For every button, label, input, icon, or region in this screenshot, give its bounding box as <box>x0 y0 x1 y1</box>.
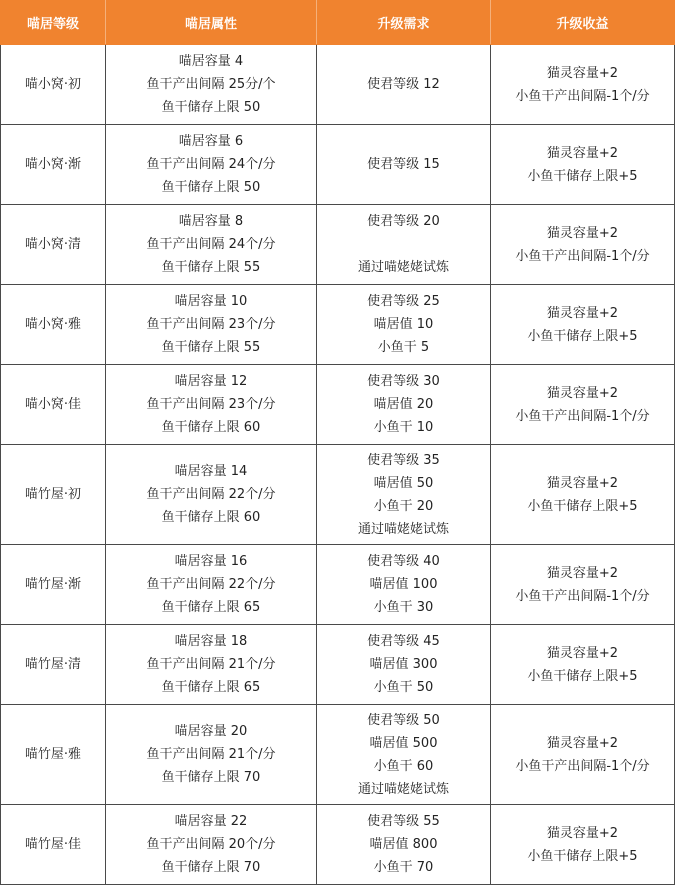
requirement-line: 小鱼干 5 <box>377 340 430 355</box>
requirement-line <box>317 233 490 256</box>
level-cell: 喵小窝·清 <box>1 205 106 285</box>
attribute-line: 喵居容量 20 <box>174 724 248 739</box>
requirement-line: 使君等级 15 <box>367 157 440 172</box>
table-row <box>1 705 675 805</box>
level-cell: 喵竹屋·佳 <box>1 805 106 885</box>
table-row <box>1 445 675 545</box>
header-requirements: 升级需求 <box>317 1 491 45</box>
requirement-cell <box>317 365 491 445</box>
benefit-line: 猫灵容量+2 <box>546 825 619 841</box>
attribute-cell <box>106 545 317 625</box>
benefit-cell <box>491 545 675 625</box>
requirement-cell <box>317 625 491 705</box>
attribute-line: 鱼干产出间隔 21个/分 <box>146 657 276 672</box>
requirement-line: 喵居值 10 <box>373 317 434 332</box>
benefit-line: 猫灵容量+2 <box>546 225 619 241</box>
requirement-line: 使君等级 12 <box>367 77 440 92</box>
requirement-line: 喵居值 800 <box>369 837 438 852</box>
benefit-cell <box>491 205 675 285</box>
requirement-line: 通过喵姥姥试炼 <box>357 521 449 537</box>
attribute-cell <box>106 805 317 885</box>
requirement-line: 使君等级 25 <box>367 294 440 309</box>
header-benefits: 升级收益 <box>491 1 675 45</box>
attribute-line: 鱼干储存上限 50 <box>161 100 261 115</box>
attribute-line: 鱼干储存上限 70 <box>161 770 261 785</box>
benefit-line: 猫灵容量+2 <box>546 305 619 321</box>
attribute-line: 喵居容量 4 <box>178 54 244 69</box>
benefit-line: 猫灵容量+2 <box>546 565 619 581</box>
attribute-line: 鱼干储存上限 60 <box>161 510 261 525</box>
benefit-line: 小鱼干产出间隔-1个/分 <box>515 248 650 264</box>
benefit-cell <box>491 445 675 545</box>
requirement-line: 小鱼干 70 <box>373 860 434 875</box>
level-cell: 喵小窝·佳 <box>1 365 106 445</box>
requirement-line: 小鱼干 20 <box>373 498 434 514</box>
requirement-cell <box>317 125 491 205</box>
attribute-line: 鱼干储存上限 60 <box>161 420 261 435</box>
table-row <box>1 545 675 625</box>
attribute-line: 鱼干储存上限 50 <box>161 180 261 195</box>
benefit-cell <box>491 285 675 365</box>
attribute-line: 鱼干产出间隔 24个/分 <box>146 157 276 172</box>
requirement-cell <box>317 205 491 285</box>
requirement-line: 小鱼干 60 <box>373 758 434 774</box>
table-row <box>1 45 675 125</box>
requirement-line: 使君等级 55 <box>367 814 440 829</box>
level-cell: 喵竹屋·雅 <box>1 705 106 805</box>
attribute-line: 喵居容量 22 <box>174 814 248 829</box>
level-cell: 喵竹屋·初 <box>1 445 106 545</box>
benefit-line: 小鱼干储存上限+5 <box>527 498 638 514</box>
benefit-line: 小鱼干储存上限+5 <box>527 328 638 344</box>
header-attributes: 喵居属性 <box>106 1 317 45</box>
level-cell: 喵竹屋·渐 <box>1 545 106 625</box>
attribute-cell <box>106 45 317 125</box>
attribute-line: 鱼干产出间隔 22个/分 <box>146 577 276 592</box>
benefit-line: 猫灵容量+2 <box>546 645 619 661</box>
benefit-line: 小鱼干储存上限+5 <box>527 668 638 684</box>
benefit-line: 小鱼干产出间隔-1个/分 <box>515 408 650 424</box>
benefit-cell <box>491 805 675 885</box>
attribute-line: 喵居容量 8 <box>178 214 244 229</box>
requirement-line: 使君等级 20 <box>367 214 440 229</box>
attribute-line: 鱼干产出间隔 20个/分 <box>146 837 276 852</box>
benefit-cell <box>491 45 675 125</box>
benefit-line: 小鱼干储存上限+5 <box>527 168 638 184</box>
requirement-line: 喵居值 100 <box>369 577 438 592</box>
benefit-line: 猫灵容量+2 <box>546 475 619 491</box>
requirement-line: 喵居值 300 <box>369 657 438 672</box>
attribute-cell <box>106 625 317 705</box>
benefit-cell <box>491 625 675 705</box>
attribute-line: 鱼干储存上限 70 <box>161 860 261 875</box>
header-row <box>1 1 675 45</box>
benefit-cell <box>491 705 675 805</box>
requirement-line: 小鱼干 50 <box>373 680 434 695</box>
attribute-line: 喵居容量 10 <box>174 294 248 309</box>
requirement-cell <box>317 285 491 365</box>
attribute-line: 喵居容量 14 <box>174 464 248 479</box>
requirement-line: 使君等级 40 <box>367 554 440 569</box>
attribute-line: 鱼干储存上限 55 <box>161 340 261 355</box>
requirement-line: 使君等级 30 <box>367 374 440 389</box>
benefit-line: 猫灵容量+2 <box>546 735 619 751</box>
table-row <box>1 365 675 445</box>
requirement-line: 喵居值 500 <box>369 735 438 751</box>
benefit-cell <box>491 125 675 205</box>
benefit-line: 小鱼干产出间隔-1个/分 <box>515 88 650 104</box>
attribute-cell <box>106 445 317 545</box>
benefit-line: 猫灵容量+2 <box>546 145 619 161</box>
attribute-line: 鱼干产出间隔 23个/分 <box>146 397 276 412</box>
table-row <box>1 125 675 205</box>
attribute-cell <box>106 285 317 365</box>
requirement-cell <box>317 545 491 625</box>
requirement-line: 使君等级 50 <box>367 712 440 728</box>
attribute-line: 喵居容量 18 <box>174 634 248 649</box>
header-level: 喵居等级 <box>1 1 106 45</box>
requirement-cell <box>317 45 491 125</box>
requirement-line: 使君等级 45 <box>367 634 440 649</box>
requirement-cell <box>317 805 491 885</box>
table-row <box>1 805 675 885</box>
attribute-line: 喵居容量 12 <box>174 374 248 389</box>
benefit-line: 小鱼干产出间隔-1个/分 <box>515 758 650 774</box>
benefit-line: 猫灵容量+2 <box>546 385 619 401</box>
table-body <box>1 45 675 885</box>
benefit-line: 小鱼干产出间隔-1个/分 <box>515 588 650 604</box>
requirement-line: 通过喵姥姥试炼 <box>357 781 449 797</box>
benefit-line: 小鱼干储存上限+5 <box>527 848 638 864</box>
attribute-line: 鱼干产出间隔 23个/分 <box>146 317 276 332</box>
level-cell: 喵竹屋·清 <box>1 625 106 705</box>
level-cell: 喵小窝·初 <box>1 45 106 125</box>
attribute-line: 鱼干储存上限 65 <box>161 680 261 695</box>
requirement-line: 通过喵姥姥试炼 <box>357 260 449 275</box>
requirement-line: 小鱼干 10 <box>373 420 434 435</box>
requirement-line: 小鱼干 30 <box>373 600 434 615</box>
attribute-line: 鱼干储存上限 55 <box>161 260 261 275</box>
requirement-cell <box>317 705 491 805</box>
level-cell: 喵小窝·雅 <box>1 285 106 365</box>
attribute-cell <box>106 125 317 205</box>
attribute-line: 喵居容量 16 <box>174 554 248 569</box>
attribute-line: 鱼干储存上限 65 <box>161 600 261 615</box>
attribute-cell <box>106 365 317 445</box>
table-row <box>1 285 675 365</box>
attribute-cell <box>106 205 317 285</box>
attribute-line: 喵居容量 6 <box>178 134 244 149</box>
attribute-line: 鱼干产出间隔 21个/分 <box>146 747 276 762</box>
table-row <box>1 625 675 705</box>
requirement-line: 喵居值 20 <box>373 397 434 412</box>
requirement-line: 使君等级 35 <box>367 452 440 468</box>
attribute-cell <box>106 705 317 805</box>
level-cell: 喵小窝·渐 <box>1 125 106 205</box>
attribute-line: 鱼干产出间隔 25分/个 <box>146 77 276 92</box>
requirement-line: 喵居值 50 <box>373 475 434 491</box>
attribute-line: 鱼干产出间隔 22个/分 <box>146 487 276 502</box>
table-row <box>1 205 675 285</box>
requirement-cell <box>317 445 491 545</box>
benefit-cell <box>491 365 675 445</box>
benefit-line: 猫灵容量+2 <box>546 65 619 81</box>
attribute-line: 鱼干产出间隔 24个/分 <box>146 237 276 252</box>
